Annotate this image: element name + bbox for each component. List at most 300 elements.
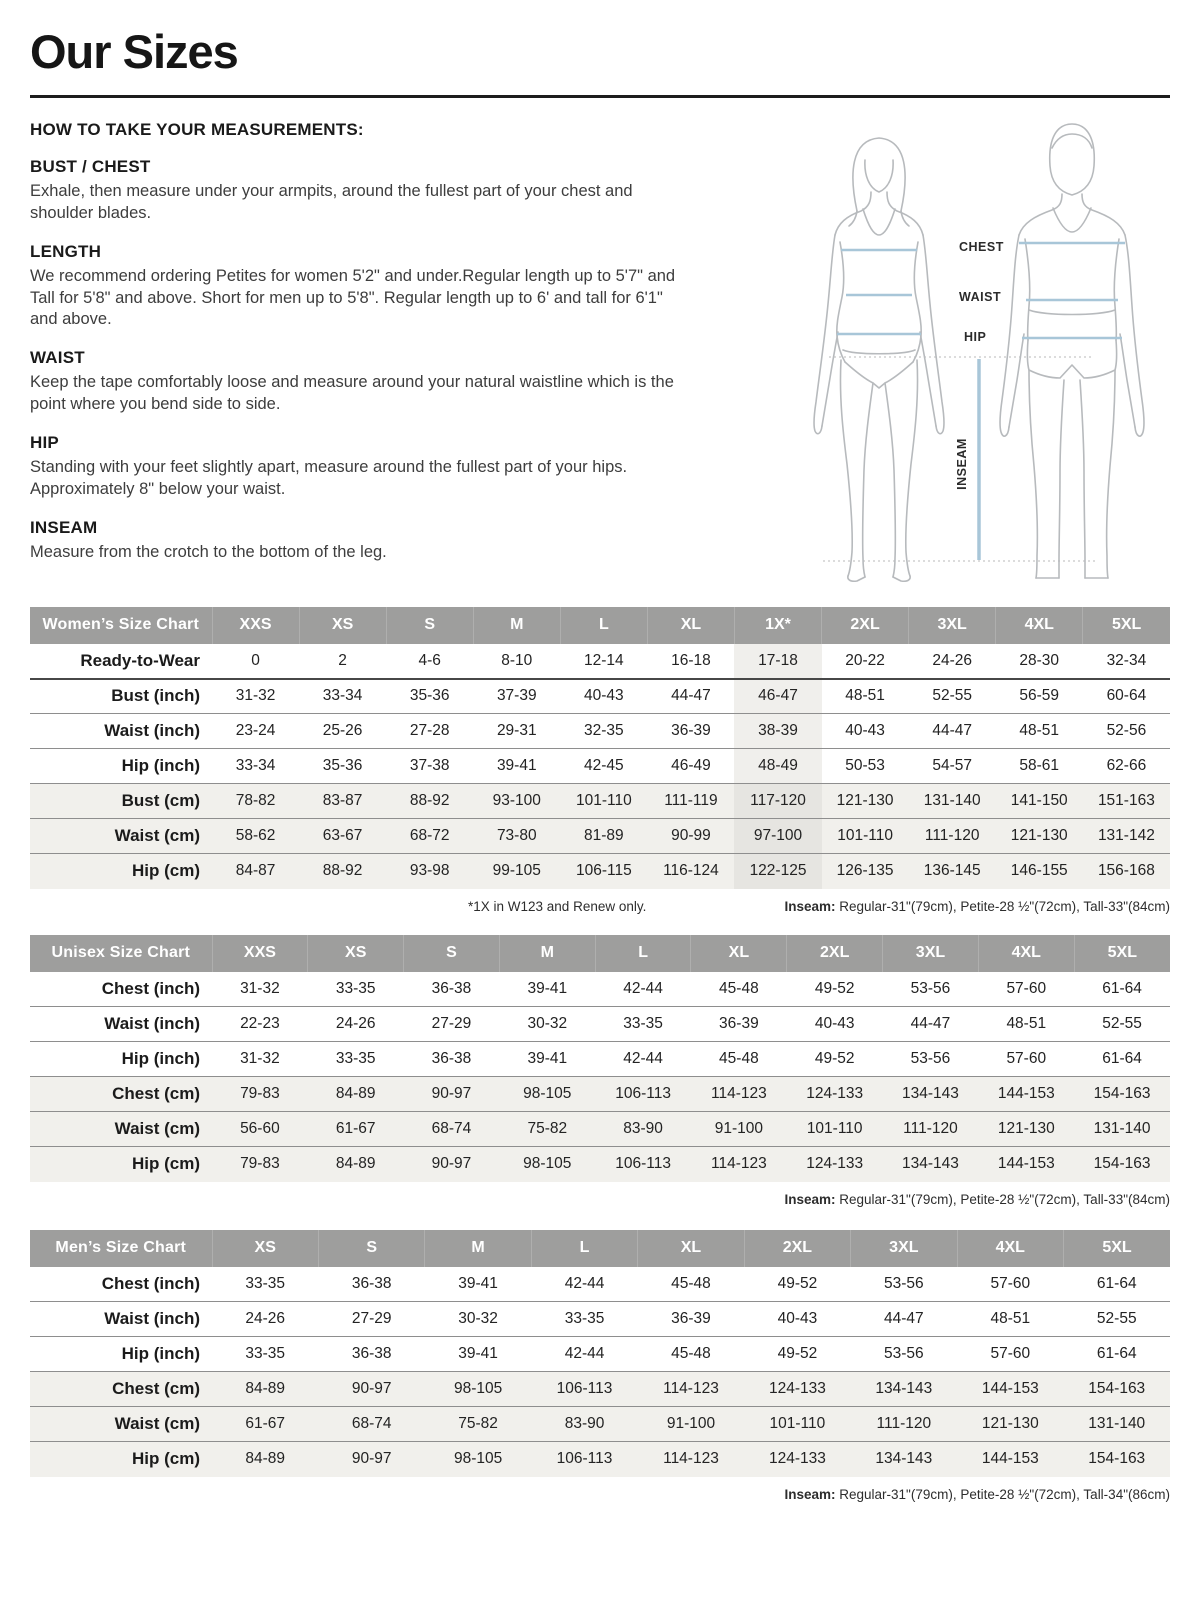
row-label: Bust (inch)	[111, 686, 200, 706]
size-value-cell: 50-53	[845, 757, 885, 775]
section-body: Measure from the crotch to the bottom of the leg.	[30, 543, 387, 562]
size-value-cell: 68-74	[404, 1112, 500, 1147]
size-value-cell: 57-60	[1006, 1050, 1047, 1068]
size-value-cell: 44-47	[884, 1310, 924, 1328]
size-value-cell: 91-100	[638, 1407, 744, 1442]
size-column-header: 5XL	[1083, 607, 1170, 644]
size-value-cell: 144-153	[957, 1372, 1063, 1407]
size-column-header: S	[386, 607, 473, 644]
size-value-cell: 131-140	[1064, 1407, 1171, 1442]
row-label: Chest (inch)	[101, 978, 200, 998]
size-value-cell: 53-56	[884, 1345, 924, 1363]
table-row	[30, 854, 1170, 889]
size-value-cell: 88-92	[299, 854, 386, 889]
size-value-cell: 36-39	[671, 1310, 711, 1328]
table-title: Unisex Size Chart	[30, 935, 212, 972]
size-value-cell: 99-105	[473, 854, 560, 889]
size-value-cell: 32-35	[584, 722, 624, 740]
size-value-cell: 39-41	[527, 1050, 568, 1068]
size-value-cell: 91-100	[691, 1112, 787, 1147]
size-value-cell: 52-56	[1106, 722, 1147, 740]
row-label: Hip (cm)	[30, 854, 212, 889]
size-column-header: XL	[691, 935, 787, 972]
size-column-header: 3XL	[851, 1230, 957, 1267]
size-value-cell: 90-97	[318, 1372, 424, 1407]
size-value-cell: 40-43	[845, 722, 885, 740]
size-value-cell: 25-26	[322, 722, 363, 740]
size-value-cell: 52-55	[1096, 1310, 1137, 1328]
size-value-cell: 134-143	[883, 1077, 979, 1112]
size-value-cell: 134-143	[851, 1442, 957, 1477]
size-value-cell: 46-47	[734, 679, 821, 714]
size-value-cell: 39-41	[496, 757, 537, 775]
size-column-header: L	[595, 935, 691, 972]
size-value-cell: 28-30	[1019, 651, 1060, 669]
size-value-cell: 46-49	[671, 757, 711, 775]
size-value-cell: 154-163	[1074, 1147, 1170, 1182]
size-value-cell: 106-113	[595, 1077, 691, 1112]
size-value-cell: 42-44	[564, 1274, 605, 1292]
size-value-cell: 56-60	[212, 1112, 308, 1147]
size-value-cell: 61-64	[1096, 1345, 1137, 1363]
table-row	[30, 1372, 1170, 1407]
size-value-cell: 106-113	[595, 1147, 691, 1182]
size-column-header: XS	[212, 1230, 318, 1267]
row-label: Hip (inch)	[121, 1344, 200, 1364]
section-body: Exhale, then measure under your armpits, around the fullest part of your chest and shoulder blades.	[30, 181, 633, 222]
womens-size-chart-table	[30, 607, 1170, 889]
row-label: Hip (inch)	[121, 1049, 200, 1069]
inseam-note-label: Inseam:	[784, 1191, 836, 1207]
size-value-cell: 83-87	[299, 784, 386, 819]
size-column-header: XS	[299, 607, 386, 644]
size-value-cell: 90-97	[404, 1147, 500, 1182]
size-column-header: 2XL	[744, 1230, 850, 1267]
size-value-cell: 131-142	[1083, 819, 1170, 854]
size-value-cell: 22-23	[240, 1015, 280, 1033]
size-value-cell: 45-48	[671, 1274, 711, 1292]
size-value-cell: 36-39	[719, 1015, 759, 1033]
size-value-cell: 16-18	[671, 651, 711, 669]
size-value-cell: 63-67	[299, 819, 386, 854]
size-value-cell: 42-45	[584, 757, 624, 775]
size-value-cell: 44-47	[671, 687, 711, 705]
row-label: Hip (cm)	[30, 1147, 212, 1182]
table-row	[30, 714, 1170, 749]
size-value-cell: 78-82	[212, 784, 299, 819]
size-value-cell: 42-44	[623, 1050, 663, 1068]
row-label: Chest (cm)	[30, 1077, 212, 1112]
size-value-cell: 38-39	[734, 714, 821, 749]
instruction-section	[30, 157, 778, 225]
size-value-cell: 48-49	[734, 749, 821, 784]
size-value-cell: 68-72	[386, 819, 473, 854]
size-value-cell: 33-35	[623, 1015, 663, 1033]
inseam-note-label: Inseam:	[784, 898, 836, 914]
size-value-cell: 33-35	[564, 1310, 605, 1328]
size-value-cell: 49-52	[814, 1050, 855, 1068]
size-value-cell: 37-39	[496, 687, 537, 705]
size-value-cell: 151-163	[1083, 784, 1170, 819]
inseam-note-text: Regular-31"(79cm), Petite-28 ½"(72cm), Tall-34"(86cm)	[839, 1486, 1170, 1502]
size-value-cell: 106-113	[531, 1372, 637, 1407]
size-value-cell: 134-143	[851, 1372, 957, 1407]
table-row	[30, 749, 1170, 784]
row-label: Waist (inch)	[104, 1309, 200, 1329]
size-value-cell: 154-163	[1064, 1442, 1171, 1477]
size-value-cell: 83-90	[531, 1407, 637, 1442]
row-label: Waist (inch)	[104, 721, 200, 741]
table-row	[30, 1407, 1170, 1442]
table-header-row	[30, 1230, 1170, 1267]
size-value-cell: 58-62	[212, 819, 299, 854]
size-value-cell: 31-32	[240, 979, 280, 997]
size-value-cell: 83-90	[595, 1112, 691, 1147]
1x-footnote: *1X in W123 and Renew only.	[468, 898, 647, 914]
table-row	[30, 1302, 1170, 1337]
size-column-header: XS	[308, 935, 404, 972]
table-row	[30, 1042, 1170, 1077]
size-value-cell: 57-60	[990, 1274, 1031, 1292]
size-value-cell: 122-125	[734, 854, 821, 889]
size-value-cell: 24-26	[932, 651, 972, 669]
size-column-header: M	[473, 607, 560, 644]
size-value-cell: 45-48	[671, 1345, 711, 1363]
size-value-cell: 75-82	[425, 1407, 531, 1442]
size-value-cell: 48-51	[1019, 722, 1060, 740]
size-value-cell: 33-35	[245, 1345, 286, 1363]
size-value-cell: 114-123	[691, 1147, 787, 1182]
size-value-cell: 144-153	[978, 1147, 1074, 1182]
row-label: Bust (cm)	[30, 784, 212, 819]
size-value-cell: 39-41	[527, 979, 568, 997]
size-value-cell: 79-83	[212, 1147, 308, 1182]
size-value-cell: 97-100	[734, 819, 821, 854]
size-value-cell: 111-120	[851, 1407, 957, 1442]
size-value-cell: 45-48	[719, 979, 759, 997]
size-column-header: 4XL	[996, 607, 1083, 644]
size-value-cell: 40-43	[777, 1310, 818, 1328]
hip-label: HIP	[964, 329, 987, 344]
mens-size-chart-table	[30, 1230, 1170, 1477]
size-value-cell: 48-51	[990, 1310, 1031, 1328]
size-value-cell: 27-29	[351, 1310, 392, 1328]
table-row	[30, 1337, 1170, 1372]
size-value-cell: 116-124	[647, 854, 734, 889]
instruction-section	[30, 348, 778, 416]
size-value-cell: 141-150	[996, 784, 1083, 819]
size-value-cell: 84-87	[212, 854, 299, 889]
body-measurement-illustration	[788, 112, 1170, 582]
size-value-cell: 36-38	[431, 1050, 472, 1068]
size-column-header: 5XL	[1074, 935, 1170, 972]
page-title: Our Sizes	[30, 25, 238, 78]
size-value-cell: 36-38	[351, 1345, 392, 1363]
size-value-cell: 53-56	[910, 1050, 951, 1068]
size-value-cell: 84-89	[308, 1077, 404, 1112]
size-value-cell: 121-130	[822, 784, 909, 819]
size-value-cell: 90-97	[404, 1077, 500, 1112]
size-value-cell: 61-67	[308, 1112, 404, 1147]
size-value-cell: 73-80	[473, 819, 560, 854]
size-value-cell: 93-100	[473, 784, 560, 819]
mens-size-chart-block	[30, 1230, 1170, 1511]
size-value-cell: 29-31	[496, 722, 537, 740]
size-value-cell: 23-24	[235, 722, 276, 740]
size-value-cell: 24-26	[245, 1310, 286, 1328]
size-value-cell: 52-55	[1102, 1015, 1142, 1033]
size-value-cell: 90-99	[647, 819, 734, 854]
size-value-cell: 33-34	[322, 687, 363, 705]
table-row	[30, 1267, 1170, 1302]
title-divider	[30, 95, 1170, 98]
size-value-cell: 124-133	[787, 1147, 883, 1182]
row-label: Hip (inch)	[121, 756, 200, 776]
size-value-cell: 84-89	[212, 1372, 318, 1407]
table-row	[30, 819, 1170, 854]
size-column-header: S	[318, 1230, 424, 1267]
size-value-cell: 61-64	[1096, 1274, 1137, 1292]
chest-label: CHEST	[959, 239, 1004, 254]
inseam-label: INSEAM	[955, 437, 969, 490]
size-value-cell: 33-34	[235, 757, 276, 775]
size-value-cell: 58-61	[1019, 757, 1060, 775]
size-column-header: L	[531, 1230, 637, 1267]
size-value-cell: 35-36	[409, 687, 450, 705]
size-value-cell: 2	[338, 651, 347, 669]
inseam-note-text: Regular-31"(79cm), Petite-28 ½"(72cm), Tall-33"(84cm)	[839, 1191, 1170, 1207]
size-value-cell: 4-6	[418, 651, 441, 669]
size-value-cell: 136-145	[909, 854, 996, 889]
size-value-cell: 144-153	[978, 1077, 1074, 1112]
row-label: Hip (cm)	[30, 1442, 212, 1477]
unisex-size-chart-table	[30, 935, 1170, 1182]
table-row	[30, 644, 1170, 679]
section-title: INSEAM	[30, 518, 98, 538]
size-value-cell: 98-105	[499, 1147, 595, 1182]
table-row	[30, 1112, 1170, 1147]
size-value-cell: 101-110	[744, 1407, 850, 1442]
table-row	[30, 972, 1170, 1007]
size-value-cell: 45-48	[719, 1050, 759, 1068]
table-title: Men’s Size Chart	[30, 1230, 212, 1267]
measurement-diagram	[788, 112, 1170, 587]
size-value-cell: 42-44	[623, 979, 663, 997]
row-label: Waist (cm)	[30, 819, 212, 854]
size-value-cell: 146-155	[996, 854, 1083, 889]
size-value-cell: 126-135	[822, 854, 909, 889]
size-value-cell: 84-89	[308, 1147, 404, 1182]
size-value-cell: 98-105	[499, 1077, 595, 1112]
size-value-cell: 154-163	[1064, 1372, 1171, 1407]
size-value-cell: 48-51	[1006, 1015, 1047, 1033]
size-value-cell: 20-22	[845, 651, 885, 669]
waist-label: WAIST	[959, 289, 1002, 304]
size-column-header: M	[425, 1230, 531, 1267]
size-value-cell: 111-120	[883, 1112, 979, 1147]
size-value-cell: 111-120	[909, 819, 996, 854]
size-column-header: XL	[647, 607, 734, 644]
instruction-section	[30, 242, 778, 332]
mens-inseam-note	[30, 1477, 1170, 1511]
instruction-section	[30, 433, 778, 501]
size-value-cell: 114-123	[638, 1372, 744, 1407]
size-value-cell: 124-133	[744, 1372, 850, 1407]
section-body: We recommend ordering Petites for women 5'2" and under.Regular length up to 5'7" and Tall for 5'8" and above. Short for men up to 5'8". Regular length up to 6' and tall for 6'1" and above.	[30, 266, 676, 329]
size-column-header: 1X*	[734, 607, 821, 644]
size-value-cell: 49-52	[777, 1274, 818, 1292]
size-value-cell: 57-60	[990, 1345, 1031, 1363]
size-value-cell: 33-35	[245, 1274, 286, 1292]
size-value-cell: 36-38	[431, 979, 472, 997]
size-column-header: 3XL	[883, 935, 979, 972]
size-value-cell: 62-66	[1106, 757, 1147, 775]
table-row	[30, 1147, 1170, 1182]
size-value-cell: 27-29	[431, 1015, 472, 1033]
size-value-cell: 12-14	[584, 651, 624, 669]
size-value-cell: 88-92	[386, 784, 473, 819]
size-value-cell: 31-32	[235, 687, 276, 705]
size-value-cell: 31-32	[240, 1050, 280, 1068]
female-figure-outline	[814, 138, 944, 581]
size-value-cell: 35-36	[322, 757, 363, 775]
instruction-section	[30, 518, 778, 564]
row-label: Ready-to-Wear	[80, 650, 200, 670]
size-value-cell: 93-98	[386, 854, 473, 889]
section-title: WAIST	[30, 348, 85, 368]
size-value-cell: 98-105	[425, 1372, 531, 1407]
size-value-cell: 32-34	[1106, 651, 1147, 669]
size-value-cell: 90-97	[318, 1442, 424, 1477]
size-value-cell: 52-55	[932, 687, 972, 705]
size-column-header: 4XL	[978, 935, 1074, 972]
size-value-cell: 30-32	[527, 1015, 568, 1033]
table-row	[30, 1007, 1170, 1042]
size-value-cell: 44-47	[910, 1015, 951, 1033]
size-value-cell: 57-60	[1006, 979, 1047, 997]
row-label: Waist (cm)	[30, 1407, 212, 1442]
size-column-header: XXS	[212, 935, 308, 972]
size-value-cell: 121-130	[957, 1407, 1063, 1442]
row-label: Chest (cm)	[30, 1372, 212, 1407]
section-body: Standing with your feet slightly apart, measure around the fullest part of your hips. Approximately 8" below your waist.	[30, 458, 628, 499]
instruction-sections	[30, 157, 778, 564]
section-title: HIP	[30, 433, 59, 453]
male-figure-outline	[1000, 124, 1144, 578]
size-value-cell: 114-123	[638, 1442, 744, 1477]
size-value-cell: 61-64	[1102, 979, 1142, 997]
size-value-cell: 84-89	[212, 1442, 318, 1477]
size-value-cell: 121-130	[996, 819, 1083, 854]
size-value-cell: 54-57	[932, 757, 972, 775]
section-body: Keep the tape comfortably loose and measure around your natural waistline which is the point where you bend side to side.	[30, 373, 674, 414]
size-value-cell: 154-163	[1074, 1077, 1170, 1112]
size-value-cell: 114-123	[691, 1077, 787, 1112]
size-column-header: 3XL	[909, 607, 996, 644]
size-value-cell: 36-38	[351, 1274, 392, 1292]
inseam-note-label: Inseam:	[784, 1486, 836, 1502]
size-column-header: S	[404, 935, 500, 972]
size-column-header: L	[560, 607, 647, 644]
size-value-cell: 44-47	[932, 722, 972, 740]
size-value-cell: 156-168	[1083, 854, 1170, 889]
size-value-cell: 134-143	[883, 1147, 979, 1182]
table-header-row	[30, 607, 1170, 644]
row-label: Chest (inch)	[101, 1273, 200, 1293]
womens-size-chart-block	[30, 607, 1170, 923]
size-value-cell: 106-115	[560, 854, 647, 889]
size-value-cell: 56-59	[1019, 687, 1060, 705]
section-title: BUST / CHEST	[30, 156, 151, 176]
size-column-header: XXS	[212, 607, 299, 644]
size-value-cell: 36-39	[671, 722, 711, 740]
size-value-cell: 53-56	[910, 979, 951, 997]
table-row	[30, 1077, 1170, 1112]
row-label: Waist (inch)	[104, 1014, 200, 1034]
size-value-cell: 33-35	[335, 979, 376, 997]
size-value-cell: 49-52	[777, 1345, 818, 1363]
size-value-cell: 49-52	[814, 979, 855, 997]
measurement-instructions	[30, 120, 778, 564]
size-value-cell: 101-110	[822, 819, 909, 854]
size-value-cell: 106-113	[531, 1442, 637, 1477]
size-value-cell: 40-43	[814, 1015, 855, 1033]
size-value-cell: 39-41	[458, 1274, 498, 1292]
size-value-cell: 121-130	[978, 1112, 1074, 1147]
size-column-header: 2XL	[787, 935, 883, 972]
size-value-cell: 33-35	[335, 1050, 376, 1068]
size-value-cell: 68-74	[318, 1407, 424, 1442]
size-value-cell: 8-10	[501, 651, 533, 669]
instructions-heading: HOW TO TAKE YOUR MEASUREMENTS:	[30, 119, 364, 139]
size-value-cell: 79-83	[212, 1077, 308, 1112]
table-row	[30, 1442, 1170, 1477]
size-value-cell: 61-67	[212, 1407, 318, 1442]
size-value-cell: 81-89	[560, 819, 647, 854]
size-column-header: XL	[638, 1230, 744, 1267]
table-header-row	[30, 935, 1170, 972]
size-value-cell: 61-64	[1102, 1050, 1142, 1068]
size-value-cell: 37-38	[409, 757, 450, 775]
size-column-header: 2XL	[822, 607, 909, 644]
size-value-cell: 101-110	[787, 1112, 883, 1147]
size-column-header: 5XL	[1064, 1230, 1171, 1267]
inseam-note-text: Regular-31"(79cm), Petite-28 ½"(72cm), Tall-33"(84cm)	[839, 898, 1170, 914]
size-value-cell: 124-133	[744, 1442, 850, 1477]
size-value-cell: 39-41	[458, 1345, 498, 1363]
table-row	[30, 679, 1170, 714]
size-value-cell: 40-43	[584, 687, 624, 705]
size-value-cell: 60-64	[1106, 687, 1147, 705]
row-label: Waist (cm)	[30, 1112, 212, 1147]
size-value-cell: 117-120	[734, 784, 821, 819]
size-value-cell: 17-18	[734, 644, 821, 679]
size-column-header: M	[499, 935, 595, 972]
measurement-intro	[30, 120, 1170, 587]
size-value-cell: 144-153	[957, 1442, 1063, 1477]
womens-table-footnotes	[30, 889, 1170, 923]
size-value-cell: 131-140	[1074, 1112, 1170, 1147]
size-value-cell: 124-133	[787, 1077, 883, 1112]
unisex-size-chart-block	[30, 935, 1170, 1216]
size-column-header: 4XL	[957, 1230, 1063, 1267]
womens-inseam-note	[784, 899, 1170, 914]
unisex-inseam-note	[30, 1182, 1170, 1216]
size-value-cell: 30-32	[458, 1310, 498, 1328]
size-value-cell: 27-28	[409, 722, 450, 740]
size-value-cell: 75-82	[499, 1112, 595, 1147]
size-value-cell: 48-51	[845, 687, 885, 705]
